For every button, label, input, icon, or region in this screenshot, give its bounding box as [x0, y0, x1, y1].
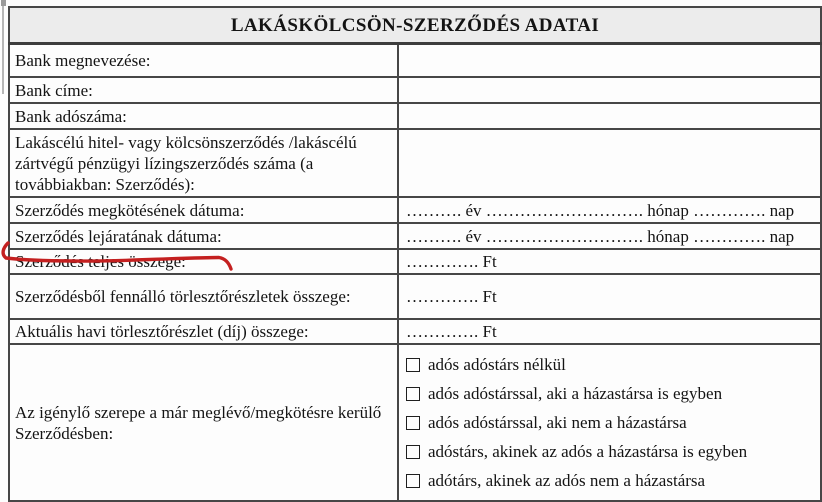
table-row: [9, 274, 821, 319]
remaining-installments-field[interactable]: …………. Ft: [398, 274, 821, 319]
checkbox-icon[interactable]: [406, 416, 420, 430]
table-row: [9, 249, 821, 274]
table-row: [9, 44, 821, 78]
table-row: [9, 197, 821, 223]
table-row: [9, 223, 821, 249]
monthly-installment-label: Aktuális havi törlesztőrészlet (díj) összege:: [9, 319, 398, 344]
bank-name-label: Bank megnevezése:: [9, 44, 398, 78]
option-label: adós adóstárssal, aki a házastársa is egyben: [428, 384, 723, 403]
contract-end-date-field[interactable]: ………. év ………………………. hónap …………. nap: [398, 223, 821, 249]
option-debtor-alone[interactable]: [406, 350, 816, 379]
option-label: adós adóstárssal, aki nem a házastársa: [428, 413, 687, 432]
remaining-installments-label: Szerződésből fennálló törlesztőrészletek összege:: [9, 274, 398, 319]
page-edge-artifact-nub: [1, 0, 6, 6]
contract-end-date-label: Szerződés lejáratának dátuma:: [9, 223, 398, 249]
contract-total-amount-field[interactable]: …………. Ft: [398, 249, 821, 274]
bank-name-field[interactable]: [398, 44, 821, 78]
table-header-row: [9, 7, 821, 44]
option-debtor-codebtor-notspouse[interactable]: [406, 408, 816, 437]
option-label: adóstárs, akinek az adós a házastársa is egyben: [428, 442, 748, 461]
option-codebtor-debtor-spouse[interactable]: [406, 437, 816, 466]
option-codebtor-debtor-notspouse[interactable]: [406, 466, 816, 495]
bank-address-field[interactable]: [398, 77, 821, 103]
page-edge-artifact: [2, 0, 4, 94]
option-label: adótárs, akinek az adós nem a házastársa: [428, 471, 706, 490]
table-row: [9, 319, 821, 344]
table-row: [9, 344, 821, 501]
option-debtor-codebtor-spouse[interactable]: [406, 379, 816, 408]
table-row: [9, 103, 821, 129]
option-label: adós adóstárs nélkül: [428, 355, 566, 374]
checkbox-icon[interactable]: [406, 358, 420, 372]
table-title: LAKÁSKÖLCSÖN-SZERZŐDÉS ADATAI: [9, 7, 821, 44]
bank-taxnumber-label: Bank adószáma:: [9, 103, 398, 129]
checkbox-icon[interactable]: [406, 387, 420, 401]
contract-number-field[interactable]: [398, 129, 821, 197]
table-row: [9, 129, 821, 197]
contract-start-date-field[interactable]: ………. év ………………………. hónap …………. nap: [398, 197, 821, 223]
checkbox-icon[interactable]: [406, 445, 420, 459]
contract-start-date-label: Szerződés megkötésének dátuma:: [9, 197, 398, 223]
monthly-installment-field[interactable]: …………. Ft: [398, 319, 821, 344]
table-row: [9, 77, 821, 103]
contract-total-amount-label: Szerződés teljes összege:: [9, 249, 398, 274]
checkbox-icon[interactable]: [406, 474, 420, 488]
contract-number-label: Lakáscélú hitel- vagy kölcsönszerződés /lakáscélú zártvégű pénzügyi lízingszerződés száma (a továbbiakban: Szerződés):: [9, 129, 398, 197]
bank-taxnumber-field[interactable]: [398, 103, 821, 129]
loan-contract-data-table: [8, 6, 822, 502]
applicant-role-options: [406, 346, 816, 499]
bank-address-label: Bank címe:: [9, 77, 398, 103]
applicant-role-label: Az igénylő szerepe a már meglévő/megkötésre kerülő Szerződésben:: [9, 344, 398, 501]
